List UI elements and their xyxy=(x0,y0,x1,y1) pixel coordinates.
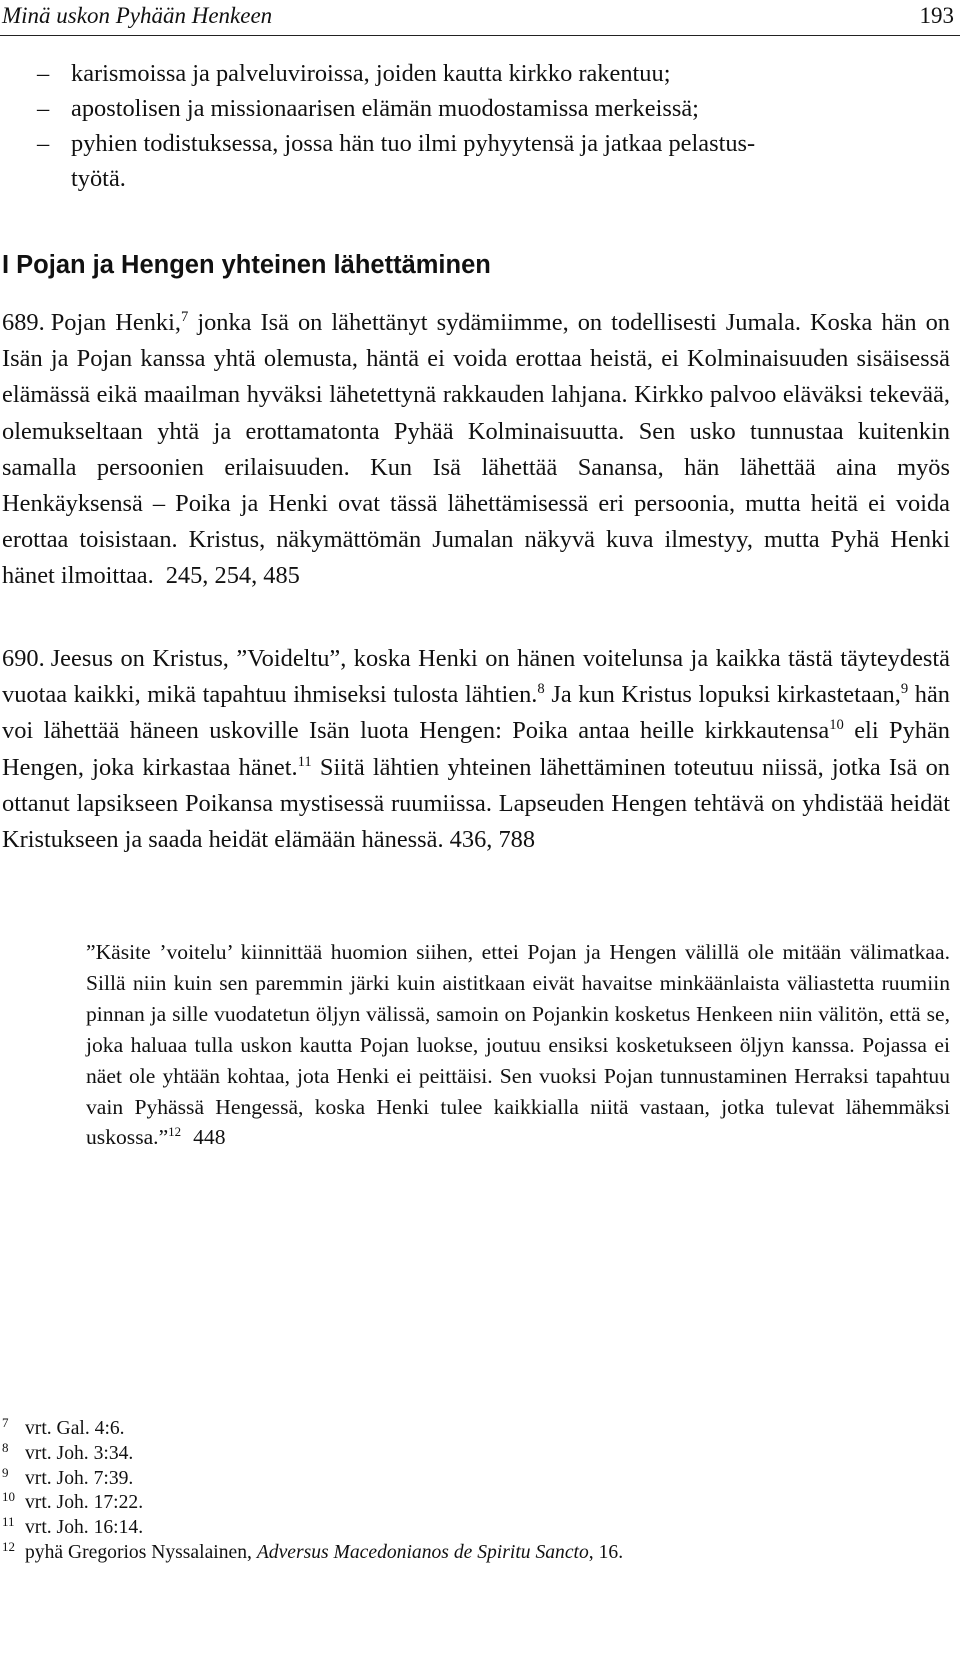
dash-bullet: – xyxy=(37,130,50,157)
footnote-ref[interactable]: 11 xyxy=(297,753,312,770)
dash-bullet: – xyxy=(37,95,50,122)
footnote-mark: 11 xyxy=(2,1514,15,1530)
paragraph-number: 690. xyxy=(2,645,45,672)
page-number: 193 xyxy=(919,3,954,28)
cross-references[interactable]: 448 xyxy=(193,1125,226,1150)
paragraph-number: 689. xyxy=(2,309,45,336)
footnote: 8 vrt. Joh. 3:34. xyxy=(2,1442,950,1467)
footnote: 12 pyhä Gregorios Nyssalainen, Adversus Macedonianos de Spiritu Sancto, 16. xyxy=(2,1541,950,1566)
footnote: 11 vrt. Joh. 16:14. xyxy=(2,1516,950,1541)
dash-list xyxy=(0,56,960,196)
footnote-ref[interactable]: 9 xyxy=(900,681,909,698)
running-title: Minä uskon Pyhään Henkeen xyxy=(2,3,273,28)
footnotes xyxy=(2,1417,950,1566)
cross-references[interactable]: 245, 254, 485 xyxy=(165,562,300,590)
list-item: – pyhien todistuksessa, jossa hän tuo ilmi pyhyytensä ja jatkaa pelastus- xyxy=(0,126,960,161)
cross-references[interactable]: 436, 788 xyxy=(449,826,536,854)
footnote-ref[interactable]: 12 xyxy=(168,1124,182,1140)
footnote-mark: 10 xyxy=(2,1489,15,1505)
section-heading: I Pojan ja Hengen yhteinen lähettäminen xyxy=(2,251,491,279)
footnote-mark: 9 xyxy=(2,1464,9,1480)
footnote-ref[interactable]: 8 xyxy=(537,681,545,698)
footnote-mark: 8 xyxy=(2,1439,9,1455)
block-quote: ”Käsite ’voitelu’ kiinnittää huomion siihen, ettei Pojan ja Hengen välillä ole mitään välimatkaa. Sillä niin kuin sen paremmin järki kuin aistitkaan eivät havaitse minkäänlaista väliastetta ruumiin pinnan ja sille vuodatetun öljyn välissä, samoin on Pojankin kosketus Henkeen niin välitön, että se, joka haluaa tulla uskon kautta Pojan luokse, joutuu ensiksi kosketukseen öljyn kanssa. Pojassa ei näet ole yhtään kohtaa, jota Henki ei peittäisi. Sen vuoksi Pojan tunnustaminen Herraksi tapahtuu vain Pyhässä Hengessä, koska Henki tulee kaikkialla niitä vastaan, jotka tulevat lähemmäksi uskossa.”$^{12}$ 448 xyxy=(86,940,950,1150)
footnote: 7 vrt. Gal. 4:6. xyxy=(2,1417,950,1442)
paragraph-689: 689. Pojan Henki,$^7$ jonka Isä on lähettänyt sydämiimme, on todellisesti Jumala. Koska hän on Isän ja Pojan kanssa yhtä olemusta, häntä ei voida erottaa heistä, ei Kolminaisuuden sisäisessä elämässä eikä maailman hyväksi lähetettynä rakkauden lahjana. Kirkko palvoo eläväksi tekevää, olemukseltaan yhtä ja erottamatonta Pyhää Kolminaisuutta. Sen usko tunnustaa kuitenkin samalla persoonien erilaisuuden. Kun Isä lähettää Sanansa, hän lähettää aina myös Henkäyksensä – Poika ja Henki ovat tässä lähettämisessä eri persoonia, mutta heitä ei voida erottaa toisistaan. Kristus, näkymättömän Jumalan näkyvä kuva ilmestyy, mutta Pyhä Henki hänet ilmoittaa. 245, 254, 485 xyxy=(2,308,950,590)
paragraph-690: 690. Jeesus on Kristus, ”Voideltu”, koska Henki on hänen voitelunsa ja kaikka tästä täyteydestä vuotaa kaikki, mikä tapahtuu ihmiseksi tulosta lähtien.$^8$ Ja kun Kristus lopuksi kirkastetaan,$^9$ hän voi lähettää häneen uskoville Isän luota Hengen: Poika antaa heille kirkkautensa$^{10}$ eli Pyhän Hengen, joka kirkastaa hänet.$^{11}$ Siitä lähtien yhteinen lähettäminen toteutuu niissä, jotka Isä on ottanut lapsikseen Poikansa mystisessä ruumiissa. Lapseuden Hengen tehtävä on yhdistää heidät Kristukseen ja saada heidät elämään hänessä. 436, 788 xyxy=(2,645,950,854)
list-item: – karismoissa ja palveluviroissa, joiden kautta kirkko rakentuu; xyxy=(0,56,960,91)
dash-bullet: – xyxy=(37,60,50,87)
footnote-mark: 7 xyxy=(2,1415,9,1430)
footnote-ref[interactable]: 10 xyxy=(829,717,844,734)
footnote-ref[interactable]: 7 xyxy=(180,308,189,325)
footnote: 10 vrt. Joh. 17:22. xyxy=(2,1491,950,1516)
footnote-mark: 12 xyxy=(2,1538,15,1554)
list-item: – apostolisen ja missionaarisen elämän muodostamissa merkeissä; xyxy=(0,91,960,126)
page-header xyxy=(0,0,960,36)
list-item: työtä. xyxy=(71,165,126,192)
work-title: Adversus Macedonianos de Spiritu Sancto xyxy=(256,1541,589,1563)
footnote: 9 vrt. Joh. 7:39. xyxy=(2,1467,950,1492)
